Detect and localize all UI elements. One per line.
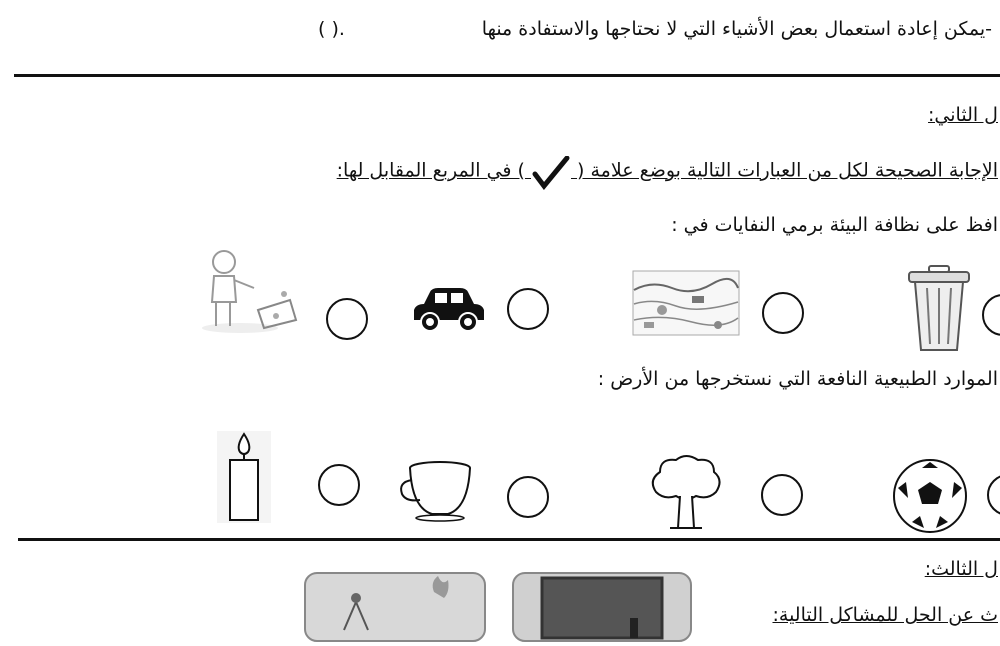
cup-icon <box>398 460 474 522</box>
question-1: افظ على نظافة البيئة برمي النفايات في : <box>671 214 998 236</box>
option-circle-6[interactable] <box>761 474 803 516</box>
answer-blank[interactable]: ( ). <box>318 18 345 40</box>
section-title: ل الثالث: <box>924 558 998 580</box>
option-circle-1[interactable] <box>982 294 1000 336</box>
checkmark-icon <box>531 156 571 186</box>
question-text: -يمكن إعادة استعمال بعض الأشياء التي لا نحتاجها والاستفادة منها <box>481 18 992 40</box>
polluted-river-icon <box>632 270 740 336</box>
section-instruction: ث عن الحل للمشاكل التالية: <box>772 604 998 626</box>
option-circle-2[interactable] <box>762 292 804 334</box>
candle-icon <box>216 430 272 524</box>
section-title: ل الثاني: <box>928 104 998 126</box>
section-divider <box>14 74 1000 77</box>
option-circle-3[interactable] <box>507 288 549 330</box>
question-statement <box>482 18 992 40</box>
section-instruction: الإجابة الصحيحة لكل من العبارات التالية بوضع علامة ( ) في المربع المقابل لها: <box>337 156 998 186</box>
soccer-ball-icon <box>892 458 968 534</box>
option-circle-4[interactable] <box>326 298 368 340</box>
child-littering-icon <box>200 248 300 334</box>
problem-image-2 <box>512 572 692 642</box>
option-circle-5[interactable] <box>987 474 1000 516</box>
option-circle-7[interactable] <box>507 476 549 518</box>
section-divider <box>18 538 1000 541</box>
option-circle-8[interactable] <box>318 464 360 506</box>
question-2: الموارد الطبيعية النافعة التي نستخرجها من الأرض : <box>597 368 998 390</box>
tree-icon <box>646 452 726 532</box>
problem-image-1 <box>304 572 486 642</box>
car-icon <box>410 286 486 334</box>
trash-can-icon <box>905 264 973 352</box>
